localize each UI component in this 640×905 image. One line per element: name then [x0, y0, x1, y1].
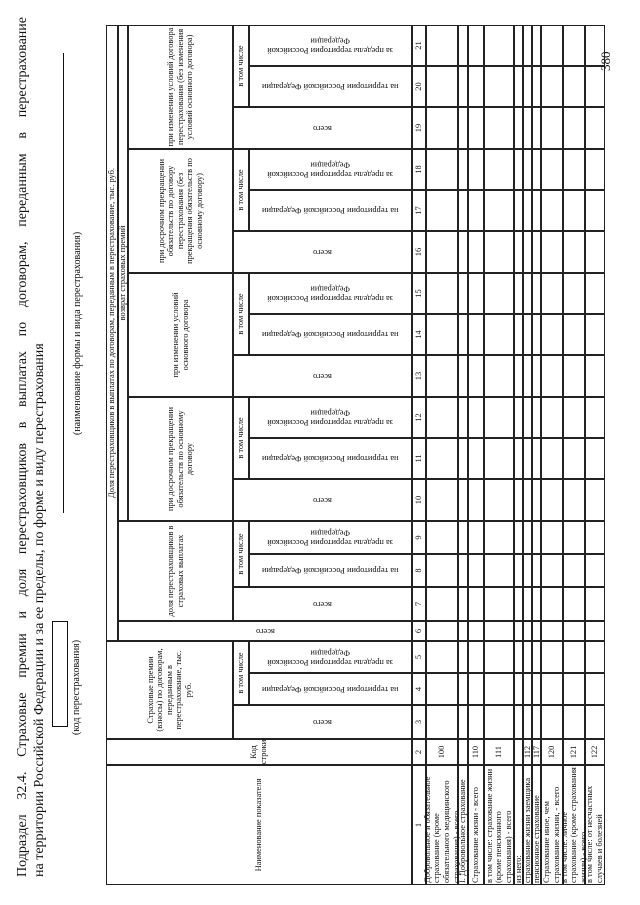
row-5-cell-5[interactable] [514, 641, 523, 673]
row-9-cell-15[interactable] [563, 273, 585, 314]
row-7-cell-4[interactable] [532, 673, 541, 705]
subcol-rf-4 [249, 66, 412, 107]
row-5-cell-14[interactable] [514, 314, 523, 355]
row-3-cell-11[interactable] [468, 438, 484, 479]
row-3-cell-18[interactable] [468, 149, 484, 190]
row-3-cell-17[interactable] [468, 190, 484, 231]
row-8-name: Страхование иное, чем страхование жизни, - всего [541, 765, 563, 885]
row-8-cell-14[interactable] [541, 314, 563, 355]
row-6-code: 112 [523, 739, 532, 765]
row-3-cell-15[interactable] [468, 273, 484, 314]
subcol-incl-1: в том числе [233, 397, 249, 479]
form-name-label: (наименование формы и вида перестрахования) [72, 231, 83, 435]
col-number-18: 18 [412, 149, 426, 190]
row-7-cell-20[interactable] [532, 66, 541, 107]
row-5-cell-3[interactable] [514, 705, 523, 739]
row-9-cell-11[interactable] [563, 438, 585, 479]
row-4-code: 111 [484, 739, 514, 765]
row-4-name: в том числе: страхование жизни (кроме пенсионного страхования) - всего [484, 765, 514, 885]
row-2-name: I. Добровольное страхование [458, 765, 468, 885]
row-3-cell-16[interactable] [468, 231, 484, 273]
row-10-cell-20[interactable] [585, 66, 605, 107]
row-4-cell-7[interactable] [484, 587, 514, 621]
row-6-cell-7[interactable] [523, 587, 532, 621]
row-6-cell-3[interactable] [523, 705, 532, 739]
row-2-code [458, 739, 468, 765]
row-3-cell-12[interactable] [468, 397, 484, 438]
header-premiums-abroad [249, 641, 412, 673]
row-8-cell-5[interactable] [541, 641, 563, 673]
subcol-rf-1-text: на территории Российской Федерации [262, 454, 399, 464]
row-6-cell-4[interactable] [523, 673, 532, 705]
row-4-cell-8[interactable] [484, 554, 514, 587]
row-3-cell-14[interactable] [468, 314, 484, 355]
row-8-cell-11[interactable] [541, 438, 563, 479]
title-line-2: на территории Российской Федерации и за ее пределы, по форме и виду перестрахования [32, 343, 47, 877]
col-number-21: 21 [412, 25, 426, 66]
subcol-total-3-text: всего [313, 247, 332, 257]
row-6-cell-11[interactable] [523, 438, 532, 479]
row-2-cell-21[interactable] [458, 25, 468, 66]
row-1-cell-11[interactable] [426, 438, 458, 479]
row-2-cell-16[interactable] [458, 231, 468, 273]
row-3-cell-4[interactable] [468, 673, 484, 705]
row-1-cell-6[interactable] [426, 621, 458, 641]
header-early: при досрочном прекращении обязательств по основному договору [128, 397, 233, 521]
row-10-name: в том числе: от несчастных случаев и болезней [585, 765, 605, 885]
subcol-total-1-text: всего [313, 495, 332, 505]
row-2-cell-7[interactable] [458, 587, 468, 621]
header-change-reinsurance: при изменении условий договора перестрахования (без изменения условий основного договора) [128, 25, 233, 149]
row-1-cell-21[interactable] [426, 25, 458, 66]
row-10-cell-9[interactable] [585, 521, 605, 554]
header-premiums-total [233, 705, 412, 739]
subcol-abroad-2-text: за пределы территории Российской Федерации [267, 284, 394, 304]
row-7-cell-3[interactable] [532, 705, 541, 739]
row-2-cell-3[interactable] [458, 705, 468, 739]
row-2-cell-4[interactable] [458, 673, 468, 705]
row-5-code [514, 739, 523, 765]
subcol-total-0 [233, 587, 412, 621]
reinsurance-code-label: (код перестрахования) [71, 639, 82, 735]
row-9-cell-4[interactable] [563, 673, 585, 705]
page-number: 380 [598, 51, 613, 71]
row-5-cell-20[interactable] [514, 66, 523, 107]
row-7-cell-12[interactable] [532, 397, 541, 438]
row-8-cell-7[interactable] [541, 587, 563, 621]
row-5-cell-9[interactable] [514, 521, 523, 554]
col-number-13: 13 [412, 355, 426, 397]
row-9-cell-20[interactable] [563, 66, 585, 107]
row-4-cell-21[interactable] [484, 25, 514, 66]
row-1-cell-12[interactable] [426, 397, 458, 438]
row-8-cell-3[interactable] [541, 705, 563, 739]
header-change: при изменении условий основного договора [128, 273, 233, 397]
abroad-label: за пределы территории Российской Федерации [267, 648, 394, 667]
row-1-cell-3[interactable] [426, 705, 458, 739]
subcol-abroad-0 [249, 521, 412, 554]
row-8-cell-13[interactable] [541, 355, 563, 397]
header-premiums-incl: в том числе [233, 641, 249, 705]
row-7-name: пенсионное страхование [532, 765, 541, 885]
row-2-cell-5[interactable] [458, 641, 468, 673]
col-number-5: 5 [412, 641, 426, 673]
row-7-cell-9[interactable] [532, 521, 541, 554]
row-3-cell-6[interactable] [468, 621, 484, 641]
row-10-cell-6[interactable] [585, 621, 605, 641]
col-number-10: 10 [412, 479, 426, 521]
row-3-cell-21[interactable] [468, 25, 484, 66]
row-9-cell-10[interactable] [563, 479, 585, 521]
row-8-cell-20[interactable] [541, 66, 563, 107]
row-6-cell-13[interactable] [523, 355, 532, 397]
row-8-cell-8[interactable] [541, 554, 563, 587]
row-6-cell-6[interactable] [523, 621, 532, 641]
row-7-cell-5[interactable] [532, 641, 541, 673]
row-5-cell-18[interactable] [514, 149, 523, 190]
col-number-8: 8 [412, 554, 426, 587]
row-5-cell-15[interactable] [514, 273, 523, 314]
row-3-cell-5[interactable] [468, 641, 484, 673]
row-10-cell-4[interactable] [585, 673, 605, 705]
row-1-cell-15[interactable] [426, 273, 458, 314]
row-3-cell-7[interactable] [468, 587, 484, 621]
subcol-total-4-text: всего [313, 123, 332, 133]
row-5-cell-12[interactable] [514, 397, 523, 438]
row-4-cell-4[interactable] [484, 673, 514, 705]
subcol-total-1 [233, 479, 412, 521]
row-2-cell-14[interactable] [458, 314, 468, 355]
row-2-cell-6[interactable] [458, 621, 468, 641]
form-name-field[interactable] [63, 53, 64, 513]
row-6-cell-10[interactable] [523, 479, 532, 521]
header-share-total [118, 621, 412, 641]
row-4-cell-11[interactable] [484, 438, 514, 479]
row-7-cell-14[interactable] [532, 314, 541, 355]
row-5-cell-19[interactable] [514, 107, 523, 149]
row-9-cell-18[interactable] [563, 149, 585, 190]
row-1-cell-20[interactable] [426, 66, 458, 107]
row-3-cell-20[interactable] [468, 66, 484, 107]
row-7-cell-19[interactable] [532, 107, 541, 149]
header-share-claims: доля перестраховщиков в страховых выплатах [118, 521, 233, 621]
subcol-incl-3: в том числе [233, 149, 249, 231]
row-3-cell-9[interactable] [468, 521, 484, 554]
row-9-code: 121 [563, 739, 585, 765]
row-2-cell-18[interactable] [458, 149, 468, 190]
row-3-code: 110 [468, 739, 484, 765]
col-number-4: 4 [412, 673, 426, 705]
row-5-cell-21[interactable] [514, 25, 523, 66]
row-1-cell-19[interactable] [426, 107, 458, 149]
row-10-code: 122 [585, 739, 605, 765]
row-1-cell-9[interactable] [426, 521, 458, 554]
title-line-1: Подраздел 32.4. Страховые премии и доля перестраховщиков в выплатах по договорам, переданным в перестрахование [15, 17, 30, 877]
row-6-cell-15[interactable] [523, 273, 532, 314]
row-1-cell-10[interactable] [426, 479, 458, 521]
row-6-cell-9[interactable] [523, 521, 532, 554]
row-9-cell-5[interactable] [563, 641, 585, 673]
row-2-cell-12[interactable] [458, 397, 468, 438]
row-1-code: 100 [426, 739, 458, 765]
col-number-12: 12 [412, 397, 426, 438]
row-5-cell-11[interactable] [514, 438, 523, 479]
row-6-name: страхование жизни заемщика [523, 765, 532, 885]
col-number-19: 19 [412, 107, 426, 149]
row-2-cell-13[interactable] [458, 355, 468, 397]
row-10-cell-17[interactable] [585, 190, 605, 231]
total-label: всего [255, 626, 275, 636]
row-10-cell-8[interactable] [585, 554, 605, 587]
col-number-2: 2 [412, 739, 426, 765]
subcol-abroad-1 [249, 397, 412, 438]
header-premiums: Страховые премии (взносы) по договорам, переданным в перестрахование, тыс. руб. [106, 641, 233, 739]
row-4-cell-18[interactable] [484, 149, 514, 190]
row-5-cell-8[interactable] [514, 554, 523, 587]
row-4-cell-13[interactable] [484, 355, 514, 397]
subcol-rf-4-text: на территории Российской Федерации [262, 82, 399, 92]
row-4-cell-20[interactable] [484, 66, 514, 107]
row-9-cell-21[interactable] [563, 25, 585, 66]
row-9-cell-8[interactable] [563, 554, 585, 587]
row-9-cell-17[interactable] [563, 190, 585, 231]
subcol-rf-1 [249, 438, 412, 479]
row-9-cell-7[interactable] [563, 587, 585, 621]
row-5-cell-16[interactable] [514, 231, 523, 273]
row-1-cell-18[interactable] [426, 149, 458, 190]
row-2-cell-17[interactable] [458, 190, 468, 231]
row-3-cell-19[interactable] [468, 107, 484, 149]
row-2-cell-9[interactable] [458, 521, 468, 554]
row-7-cell-8[interactable] [532, 554, 541, 587]
row-8-cell-15[interactable] [541, 273, 563, 314]
row-5-cell-6[interactable] [514, 621, 523, 641]
header-row-code: Код строки [106, 739, 412, 765]
header-premiums-rf [249, 673, 412, 705]
row-9-cell-3[interactable] [563, 705, 585, 739]
row-6-cell-19[interactable] [523, 107, 532, 149]
row-1-cell-13[interactable] [426, 355, 458, 397]
col-number-1: 1 [412, 765, 426, 885]
row-8-cell-17[interactable] [541, 190, 563, 231]
row-4-cell-14[interactable] [484, 314, 514, 355]
row-1-cell-7[interactable] [426, 587, 458, 621]
row-9-cell-6[interactable] [563, 621, 585, 641]
subcol-abroad-4 [249, 25, 412, 66]
row-6-cell-21[interactable] [523, 25, 532, 66]
section-title [14, 17, 48, 877]
row-6-cell-18[interactable] [523, 149, 532, 190]
row-8-cell-10[interactable] [541, 479, 563, 521]
subcol-abroad-3-text: за пределы территории Российской Федерации [267, 160, 394, 180]
row-5-cell-13[interactable] [514, 355, 523, 397]
row-9-cell-14[interactable] [563, 314, 585, 355]
row-7-cell-15[interactable] [532, 273, 541, 314]
row-10-cell-3[interactable] [585, 705, 605, 739]
row-7-cell-6[interactable] [532, 621, 541, 641]
row-3-name: Страхование жизни - всего [468, 765, 484, 885]
row-10-cell-5[interactable] [585, 641, 605, 673]
subcol-abroad-2 [249, 273, 412, 314]
row-5-cell-10[interactable] [514, 479, 523, 521]
header-early-no-term: при досрочном прекращении обязательств по договору перестрахования (без прекращения обязательств по основному договору) [128, 149, 233, 273]
row-6-cell-20[interactable] [523, 66, 532, 107]
row-4-cell-15[interactable] [484, 273, 514, 314]
row-10-cell-18[interactable] [585, 149, 605, 190]
row-2-cell-11[interactable] [458, 438, 468, 479]
row-1-cell-8[interactable] [426, 554, 458, 587]
row-10-cell-16[interactable] [585, 231, 605, 273]
row-9-cell-9[interactable] [563, 521, 585, 554]
row-8-cell-19[interactable] [541, 107, 563, 149]
row-10-cell-14[interactable] [585, 314, 605, 355]
row-1-cell-14[interactable] [426, 314, 458, 355]
row-7-cell-13[interactable] [532, 355, 541, 397]
row-6-cell-8[interactable] [523, 554, 532, 587]
row-10-cell-21[interactable] [585, 25, 605, 66]
row-4-cell-16[interactable] [484, 231, 514, 273]
header-return: возврат страховых премий [118, 25, 128, 521]
subcol-abroad-1-text: за пределы территории Российской Федерации [267, 408, 394, 428]
subcol-total-2-text: всего [313, 371, 332, 381]
row-5-cell-17[interactable] [514, 190, 523, 231]
row-7-cell-18[interactable] [532, 149, 541, 190]
subcol-rf-3 [249, 190, 412, 231]
subcol-rf-3-text: на территории Российской Федерации [262, 206, 399, 216]
row-4-cell-10[interactable] [484, 479, 514, 521]
row-10-cell-7[interactable] [585, 587, 605, 621]
row-1-cell-17[interactable] [426, 190, 458, 231]
subcol-total-3 [233, 231, 412, 273]
row-7-cell-17[interactable] [532, 190, 541, 231]
row-4-cell-5[interactable] [484, 641, 514, 673]
row-9-name: в том числе: личное страхование (кроме страхования жизни) - всего [563, 765, 585, 885]
row-2-cell-19[interactable] [458, 107, 468, 149]
row-4-cell-17[interactable] [484, 190, 514, 231]
row-1-cell-5[interactable] [426, 641, 458, 673]
row-8-cell-21[interactable] [541, 25, 563, 66]
row-10-cell-13[interactable] [585, 355, 605, 397]
row-7-cell-21[interactable] [532, 25, 541, 66]
header-indicator-name: Наименование показателя [106, 765, 412, 885]
subcol-rf-2 [249, 314, 412, 355]
row-1-cell-16[interactable] [426, 231, 458, 273]
row-4-cell-12[interactable] [484, 397, 514, 438]
header-share-group: Доля перестраховщиков в выплатах по договорам, переданным в перестрахование, тыс. руб. [106, 25, 118, 641]
row-10-cell-11[interactable] [585, 438, 605, 479]
row-6-cell-14[interactable] [523, 314, 532, 355]
col-number-6: 6 [412, 621, 426, 641]
row-5-name: из него: [514, 765, 523, 885]
col-number-16: 16 [412, 231, 426, 273]
subcol-abroad-4-text: за пределы территории Российской Федерации [267, 36, 394, 56]
row-6-cell-17[interactable] [523, 190, 532, 231]
row-10-cell-12[interactable] [585, 397, 605, 438]
row-4-cell-9[interactable] [484, 521, 514, 554]
row-8-code: 120 [541, 739, 563, 765]
row-4-cell-19[interactable] [484, 107, 514, 149]
subcol-abroad-3 [249, 149, 412, 190]
row-6-cell-12[interactable] [523, 397, 532, 438]
row-3-cell-8[interactable] [468, 554, 484, 587]
col-number-9: 9 [412, 521, 426, 554]
subcol-rf-2-text: на территории Российской Федерации [262, 330, 399, 340]
row-8-cell-16[interactable] [541, 231, 563, 273]
row-3-cell-10[interactable] [468, 479, 484, 521]
col-number-17: 17 [412, 190, 426, 231]
col-number-20: 20 [412, 66, 426, 107]
row-10-cell-19[interactable] [585, 107, 605, 149]
row-3-cell-3[interactable] [468, 705, 484, 739]
subcol-total-0-text: всего [313, 599, 332, 609]
row-4-cell-6[interactable] [484, 621, 514, 641]
row-6-cell-5[interactable] [523, 641, 532, 673]
row-8-cell-9[interactable] [541, 521, 563, 554]
subcol-rf-0 [249, 554, 412, 587]
row-2-cell-8[interactable] [458, 554, 468, 587]
row-7-cell-7[interactable] [532, 587, 541, 621]
subcol-total-2 [233, 355, 412, 397]
subcol-incl-2: в том числе [233, 273, 249, 355]
row-8-cell-4[interactable] [541, 673, 563, 705]
subcol-total-4 [233, 107, 412, 149]
vsego-label: всего [313, 717, 332, 727]
col-number-15: 15 [412, 273, 426, 314]
row-6-cell-16[interactable] [523, 231, 532, 273]
row-1-cell-4[interactable] [426, 673, 458, 705]
row-9-cell-12[interactable] [563, 397, 585, 438]
row-1-name: Добровольное и обязательное страхование (кроме обязательного медицинского страхования) - всего [426, 765, 458, 885]
subcol-incl-0: в том числе [233, 521, 249, 587]
row-4-cell-3[interactable] [484, 705, 514, 739]
row-10-cell-10[interactable] [585, 479, 605, 521]
row-8-cell-6[interactable] [541, 621, 563, 641]
row-7-cell-10[interactable] [532, 479, 541, 521]
row-9-cell-19[interactable] [563, 107, 585, 149]
col-number-3: 3 [412, 705, 426, 739]
row-3-cell-13[interactable] [468, 355, 484, 397]
row-5-cell-7[interactable] [514, 587, 523, 621]
row-7-cell-16[interactable] [532, 231, 541, 273]
col-number-11: 11 [412, 438, 426, 479]
rf-label: на территории Российской Федерации [262, 684, 399, 694]
row-2-cell-15[interactable] [458, 273, 468, 314]
row-8-cell-18[interactable] [541, 149, 563, 190]
row-8-cell-12[interactable] [541, 397, 563, 438]
data-table [106, 25, 604, 885]
row-5-cell-4[interactable] [514, 673, 523, 705]
reinsurance-code-field[interactable] [52, 621, 68, 727]
subcol-rf-0-text: на территории Российской Федерации [262, 566, 399, 576]
row-9-cell-16[interactable] [563, 231, 585, 273]
row-9-cell-13[interactable] [563, 355, 585, 397]
subcol-abroad-0-text: за пределы территории Российской Федерации [267, 528, 394, 548]
subcol-incl-4: в том числе [233, 25, 249, 107]
row-7-code: 117 [532, 739, 541, 765]
col-number-7: 7 [412, 587, 426, 621]
row-7-cell-11[interactable] [532, 438, 541, 479]
col-number-14: 14 [412, 314, 426, 355]
row-2-cell-20[interactable] [458, 66, 468, 107]
row-2-cell-10[interactable] [458, 479, 468, 521]
row-10-cell-15[interactable] [585, 273, 605, 314]
